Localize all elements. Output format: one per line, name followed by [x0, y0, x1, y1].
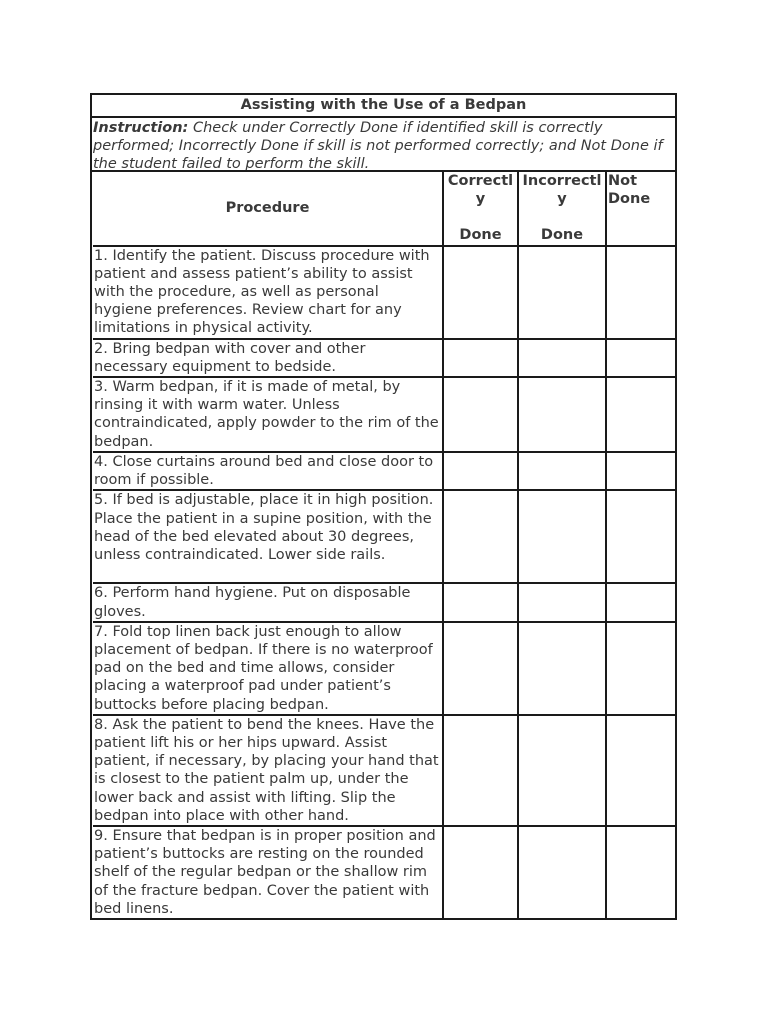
table-row	[93, 826, 676, 918]
incorrectly-done-cell[interactable]	[518, 452, 606, 490]
table-row	[93, 246, 676, 339]
instruction-text: Check under Correctly Done if identified skill is correctly performed; Incorrectly Done if skill is not performed correctly; and Not Done if the student failed to perform the skill.	[93, 120, 663, 172]
step-text: 9. Ensure that bedpan is in proper position and patient’s buttocks are resting on the rounded shelf of the regular bedpan or the shallow rim of the fracture bedpan. Cover the patient with bed linens.	[94, 828, 436, 917]
correctly-done-header	[443, 172, 518, 246]
incorrectly-done-cell[interactable]	[518, 622, 606, 715]
table-row	[93, 339, 676, 377]
incorrectly-done-cell[interactable]	[518, 715, 606, 826]
correctly-header-top: Correctl y	[447, 173, 514, 208]
correctly-done-cell[interactable]	[443, 377, 518, 452]
correctly-done-cell[interactable]	[443, 246, 518, 339]
correctly-done-cell[interactable]	[443, 490, 518, 583]
correctly-done-cell[interactable]	[443, 452, 518, 490]
incorrectly-done-cell[interactable]	[518, 246, 606, 339]
incorrectly-done-cell[interactable]	[518, 583, 606, 621]
instruction-block	[92, 118, 675, 172]
step-text: 5. If bed is adjustable, place it in high position. Place the patient in a supine position, with the head of the bed elevated about 30 degrees, unless contraindicated. Lower side rails.	[93, 490, 443, 583]
step-text: 1. Identify the patient. Discuss procedure with patient and assess patient’s ability to assist with the procedure, as well as personal hygiene preferences. Review chart for any limitations in physical activity.	[93, 246, 443, 339]
incorrectly-done-cell[interactable]	[518, 339, 606, 377]
correctly-header-bottom: Done	[459, 227, 502, 244]
incorrectly-header-top: Incorrectl y	[522, 173, 602, 208]
step-text: 8. Ask the patient to bend the knees. Have the patient lift his or her hips upward. Assist patient, if necessary, by placing your hand that is closest to the patient palm up, under the lower back and assist with lifting. Slip the bedpan into place with other hand.	[93, 715, 443, 826]
incorrectly-done-cell[interactable]	[518, 826, 606, 918]
header-row	[93, 172, 676, 246]
checklist-sheet	[90, 93, 677, 920]
not-done-cell[interactable]	[606, 377, 676, 452]
correctly-done-cell[interactable]	[443, 826, 518, 918]
step-text: 2. Bring bedpan with cover and other necessary equipment to bedside.	[93, 339, 443, 377]
table-row	[93, 377, 676, 452]
correctly-done-cell[interactable]	[443, 583, 518, 621]
incorrectly-done-header	[518, 172, 606, 246]
not-done-cell[interactable]	[606, 715, 676, 826]
not-done-cell[interactable]	[606, 490, 676, 583]
incorrectly-done-cell[interactable]	[518, 377, 606, 452]
incorrectly-header-bottom: Done	[540, 227, 584, 244]
step-text: 4. Close curtains around bed and close door to room if possible.	[93, 452, 443, 490]
checklist-title: Assisting with the Use of a Bedpan	[92, 95, 675, 118]
step-text: 7. Fold top linen back just enough to allow placement of bedpan. If there is no waterproof pad on the bed and time allows, consider placing a waterproof pad under patient’s buttocks before placing bedpan.	[93, 622, 443, 715]
table-row	[93, 715, 676, 826]
table-row	[93, 490, 676, 583]
procedure-table	[93, 172, 676, 918]
table-row	[93, 452, 676, 490]
step-text: 6. Perform hand hygiene. Put on disposable gloves.	[93, 583, 443, 621]
step-text: 3. Warm bedpan, if it is made of metal, by rinsing it with warm water. Unless contraindicated, apply powder to the rim of the bedpan.	[93, 377, 443, 452]
not-done-cell[interactable]	[606, 826, 676, 918]
not-done-cell[interactable]	[606, 622, 676, 715]
not-done-cell[interactable]	[606, 583, 676, 621]
not-done-cell[interactable]	[606, 339, 676, 377]
table-row	[93, 583, 676, 621]
not-done-header: Not Done	[606, 172, 676, 246]
procedure-header: Procedure	[93, 172, 443, 246]
not-done-cell[interactable]	[606, 246, 676, 339]
not-done-cell[interactable]	[606, 452, 676, 490]
incorrectly-done-cell[interactable]	[518, 490, 606, 583]
correctly-done-cell[interactable]	[443, 339, 518, 377]
table-row	[93, 622, 676, 715]
instruction-label: Instruction:	[93, 120, 189, 136]
correctly-done-cell[interactable]	[443, 715, 518, 826]
correctly-done-cell[interactable]	[443, 622, 518, 715]
